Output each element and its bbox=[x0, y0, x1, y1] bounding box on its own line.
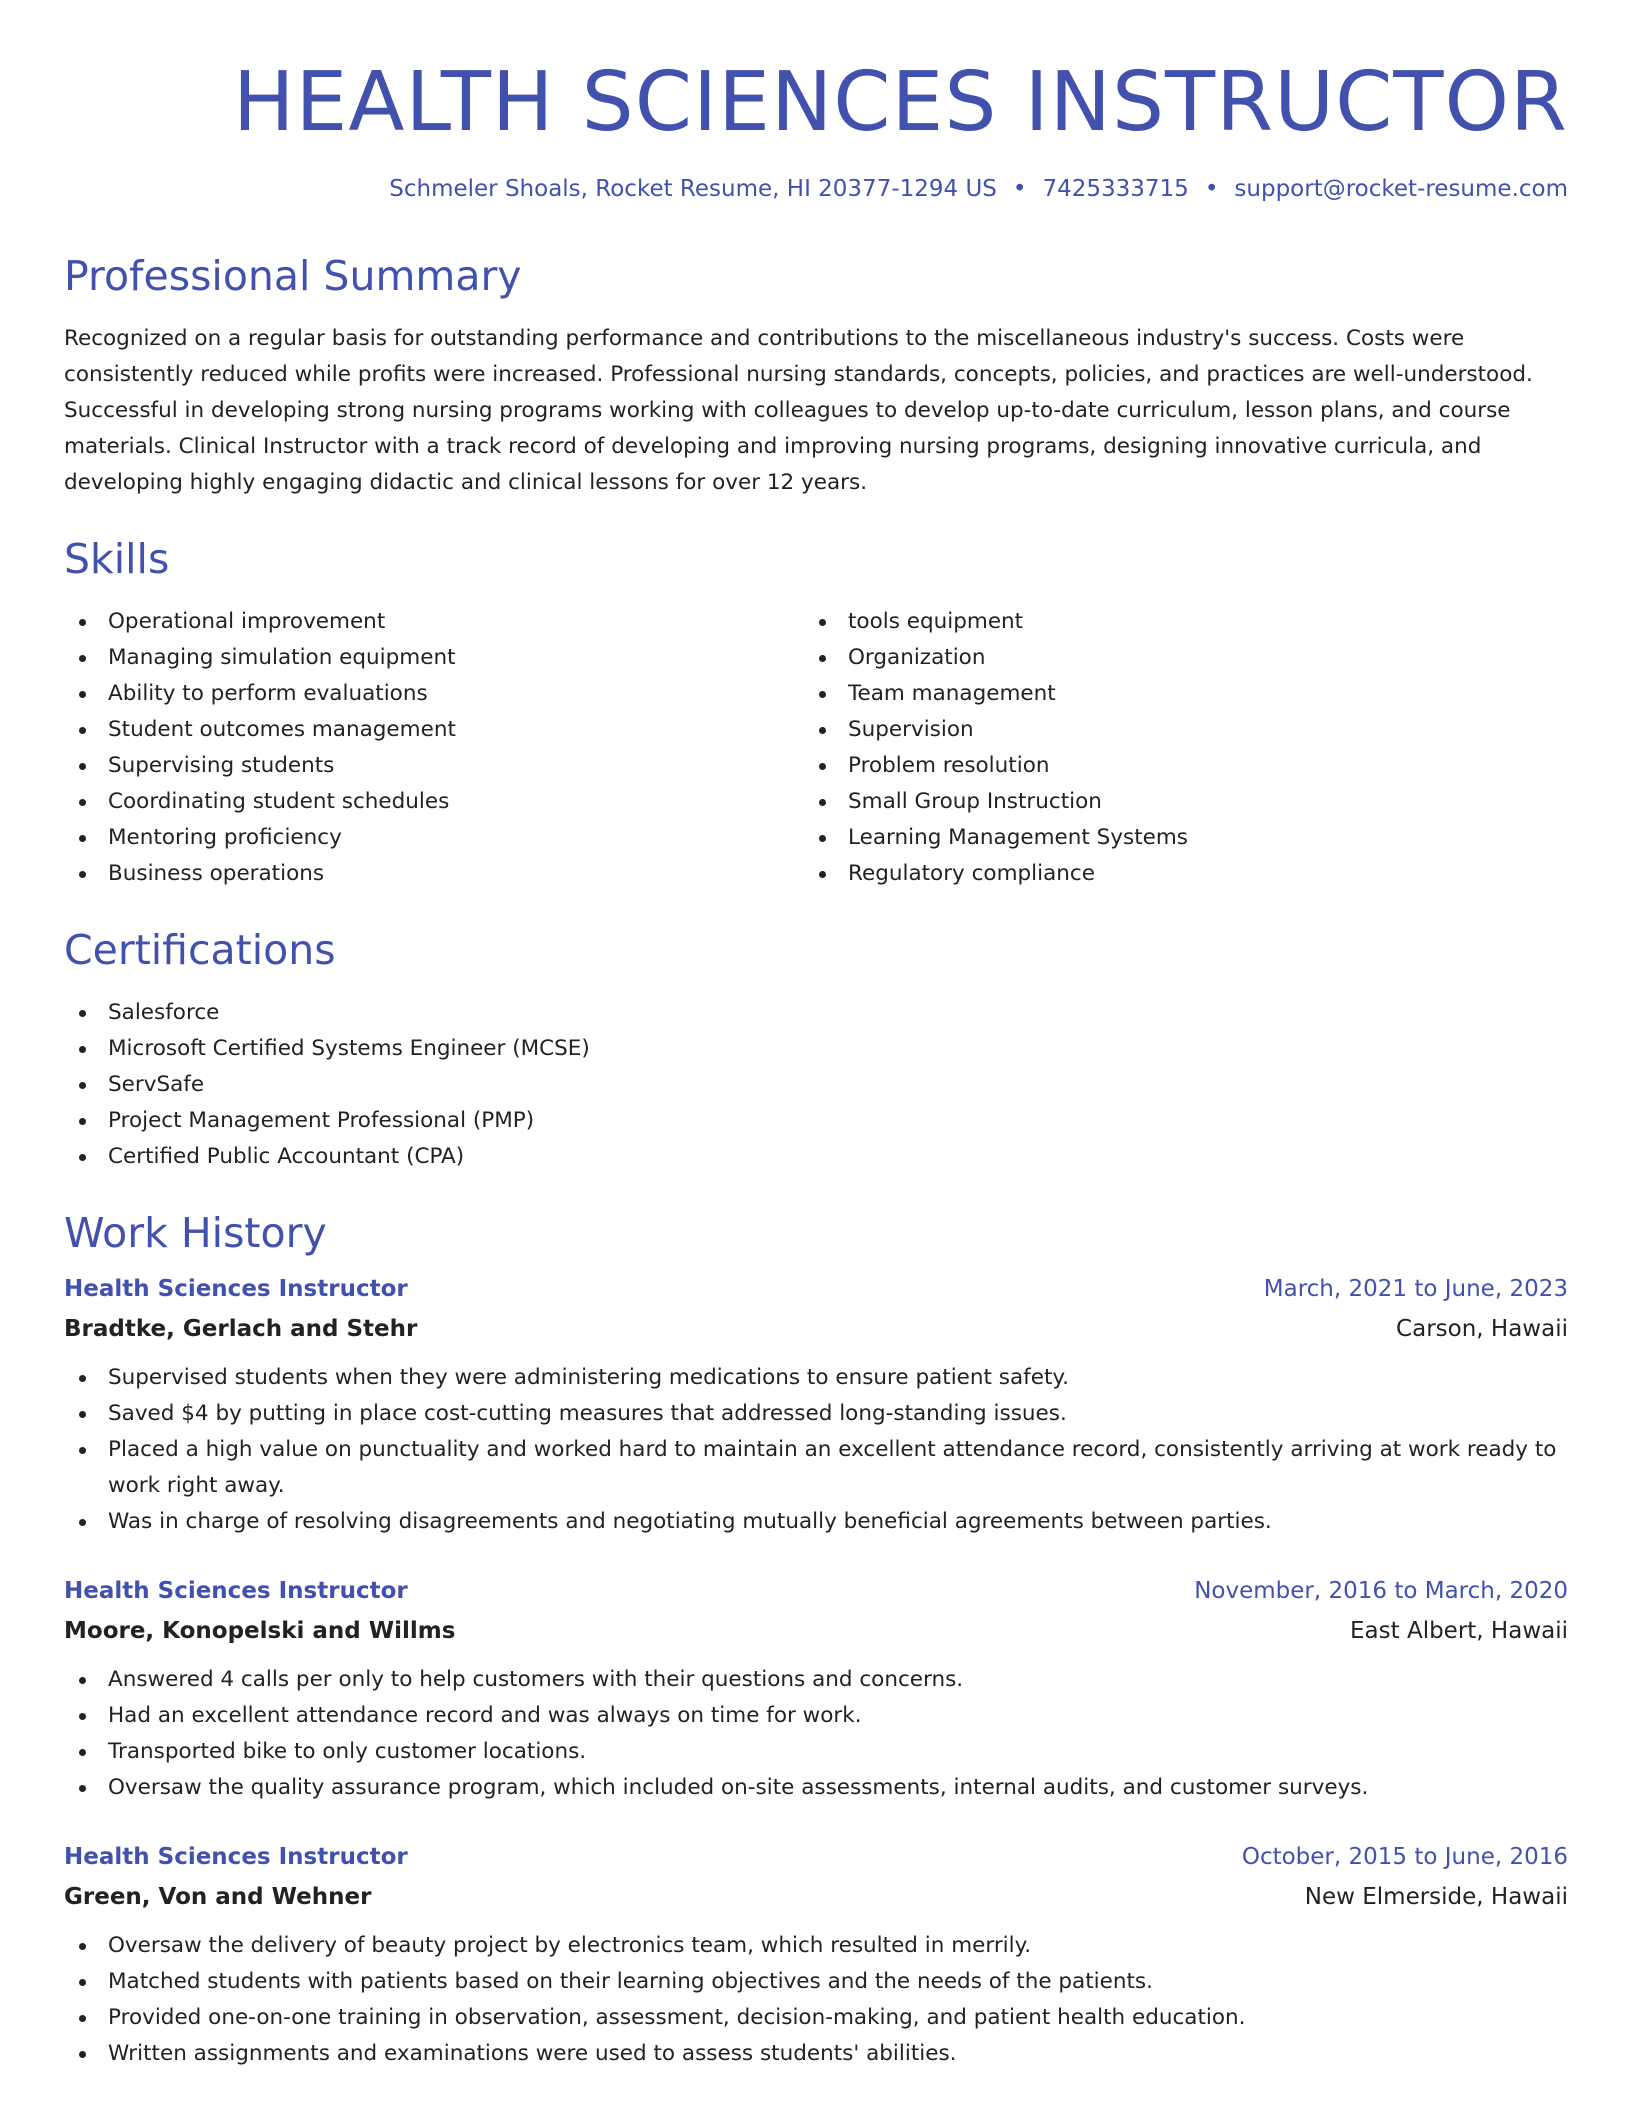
job-dates: October, 2015 to June, 2016 bbox=[1241, 1844, 1568, 1870]
job-location: New Elmerside, Hawaii bbox=[1304, 1884, 1568, 1910]
certifications-section bbox=[64, 926, 1568, 1175]
job-bullet: Oversaw the delivery of beauty project by electronics team, which resulted in merrily. bbox=[64, 1928, 1568, 1964]
skill-item: Coordinating student schedules bbox=[64, 784, 804, 820]
skill-item: Problem resolution bbox=[804, 748, 1544, 784]
certifications-list bbox=[64, 995, 1568, 1175]
contact-separator: • bbox=[1204, 176, 1219, 202]
job-subheader bbox=[64, 1884, 1568, 1910]
summary-text: Recognized on a regular basis for outstanding performance and contributions to the miscellaneous industry's success. Costs were consistently reduced while profits were increased. Professional nursing standards, concepts, policies, and practices are well-understood. Successful in developing strong nursing programs working with colleagues to develop up-to-date curriculum, lesson plans, and course materials. Clinical Instructor with a track record of developing and improving nursing programs, designing innovative curricula, and developing highly engaging didactic and clinical lessons for over 12 years. bbox=[64, 326, 1533, 495]
job-bullet: Written assignments and examinations were used to assess students' abilities. bbox=[64, 2036, 1568, 2072]
job-role: Health Sciences Instructor bbox=[64, 1578, 408, 1604]
skills-section bbox=[64, 535, 1568, 892]
skills-columns bbox=[64, 604, 1568, 892]
job-entry bbox=[64, 1844, 1568, 2072]
certification-item: ServSafe bbox=[64, 1067, 1568, 1103]
job-location: East Albert, Hawaii bbox=[1350, 1618, 1568, 1644]
job-bullet: Provided one-on-one training in observation, assessment, decision-making, and patient health education. bbox=[64, 2000, 1568, 2036]
job-bullets bbox=[64, 1360, 1568, 1540]
job-company: Bradtke, Gerlach and Stehr bbox=[64, 1316, 418, 1342]
skill-item: Managing simulation equipment bbox=[64, 640, 804, 676]
certifications-heading: Certifications bbox=[64, 926, 336, 974]
job-header bbox=[64, 1844, 1568, 1870]
skill-item: Regulatory compliance bbox=[804, 856, 1544, 892]
skill-item: Organization bbox=[804, 640, 1544, 676]
skill-item: Business operations bbox=[64, 856, 804, 892]
job-bullet: Supervised students when they were administering medications to ensure patient safety. bbox=[64, 1360, 1568, 1396]
job-role: Health Sciences Instructor bbox=[64, 1844, 408, 1870]
job-bullets bbox=[64, 1662, 1568, 1806]
skill-item: Team management bbox=[804, 676, 1544, 712]
skill-item: Small Group Instruction bbox=[804, 784, 1544, 820]
job-role: Health Sciences Instructor bbox=[64, 1276, 408, 1302]
skill-item: Mentoring proficiency bbox=[64, 820, 804, 856]
work-history-section bbox=[64, 1209, 1568, 2072]
contact-separator: • bbox=[1012, 176, 1027, 202]
skill-item: tools equipment bbox=[804, 604, 1544, 640]
job-subheader bbox=[64, 1316, 1568, 1342]
job-dates: November, 2016 to March, 2020 bbox=[1194, 1578, 1568, 1604]
skills-heading: Skills bbox=[64, 535, 170, 583]
job-bullet: Had an excellent attendance record and was always on time for work. bbox=[64, 1698, 1568, 1734]
skill-item: Supervising students bbox=[64, 748, 804, 784]
certification-item: Project Management Professional (PMP) bbox=[64, 1103, 1568, 1139]
certification-item: Salesforce bbox=[64, 995, 1568, 1031]
job-bullet: Transported bike to only customer locations. bbox=[64, 1734, 1568, 1770]
skill-item: Ability to perform evaluations bbox=[64, 676, 804, 712]
contact-address: Schmeler Shoals, Rocket Resume, HI 20377-1294 US bbox=[389, 176, 997, 202]
skill-item: Student outcomes management bbox=[64, 712, 804, 748]
summary-heading: Professional Summary bbox=[64, 252, 522, 300]
job-entry bbox=[64, 1276, 1568, 1540]
job-bullet: Was in charge of resolving disagreements and negotiating mutually beneficial agreements between parties. bbox=[64, 1504, 1568, 1540]
job-entry bbox=[64, 1578, 1568, 1806]
job-subheader bbox=[64, 1618, 1568, 1644]
skills-list-left bbox=[64, 604, 804, 892]
certification-item: Certified Public Accountant (CPA) bbox=[64, 1139, 1568, 1175]
resume-page bbox=[64, 0, 1568, 2072]
job-header bbox=[64, 1276, 1568, 1302]
contact-phone: 7425333715 bbox=[1042, 176, 1189, 202]
summary-section bbox=[64, 252, 1568, 501]
job-bullets bbox=[64, 1928, 1568, 2072]
skills-list-right bbox=[804, 604, 1544, 892]
job-dates: March, 2021 to June, 2023 bbox=[1263, 1276, 1568, 1302]
job-bullet: Placed a high value on punctuality and worked hard to maintain an excellent attendance record, consistently arriving at work ready to work right away. bbox=[64, 1432, 1568, 1504]
certification-item: Microsoft Certified Systems Engineer (MCSE) bbox=[64, 1031, 1568, 1067]
job-company: Green, Von and Wehner bbox=[64, 1884, 372, 1910]
job-bullet: Oversaw the quality assurance program, which included on-site assessments, internal audits, and customer surveys. bbox=[64, 1770, 1568, 1806]
resume-title: HEALTH SCIENCES INSTRUCTOR bbox=[232, 55, 1568, 150]
job-location: Carson, Hawaii bbox=[1396, 1316, 1568, 1342]
job-company: Moore, Konopelski and Willms bbox=[64, 1618, 456, 1644]
job-bullet: Answered 4 calls per only to help customers with their questions and concerns. bbox=[64, 1662, 1568, 1698]
job-header bbox=[64, 1578, 1568, 1604]
contact-line bbox=[64, 176, 1568, 202]
work-history-heading: Work History bbox=[64, 1209, 327, 1257]
job-bullet: Saved $4 by putting in place cost-cutting measures that addressed long-standing issues. bbox=[64, 1396, 1568, 1432]
skill-item: Learning Management Systems bbox=[804, 820, 1544, 856]
job-bullet: Matched students with patients based on their learning objectives and the needs of the patients. bbox=[64, 1964, 1568, 2000]
skill-item: Operational improvement bbox=[64, 604, 804, 640]
contact-email[interactable]: support@rocket-resume.com bbox=[1234, 176, 1568, 202]
skill-item: Supervision bbox=[804, 712, 1544, 748]
